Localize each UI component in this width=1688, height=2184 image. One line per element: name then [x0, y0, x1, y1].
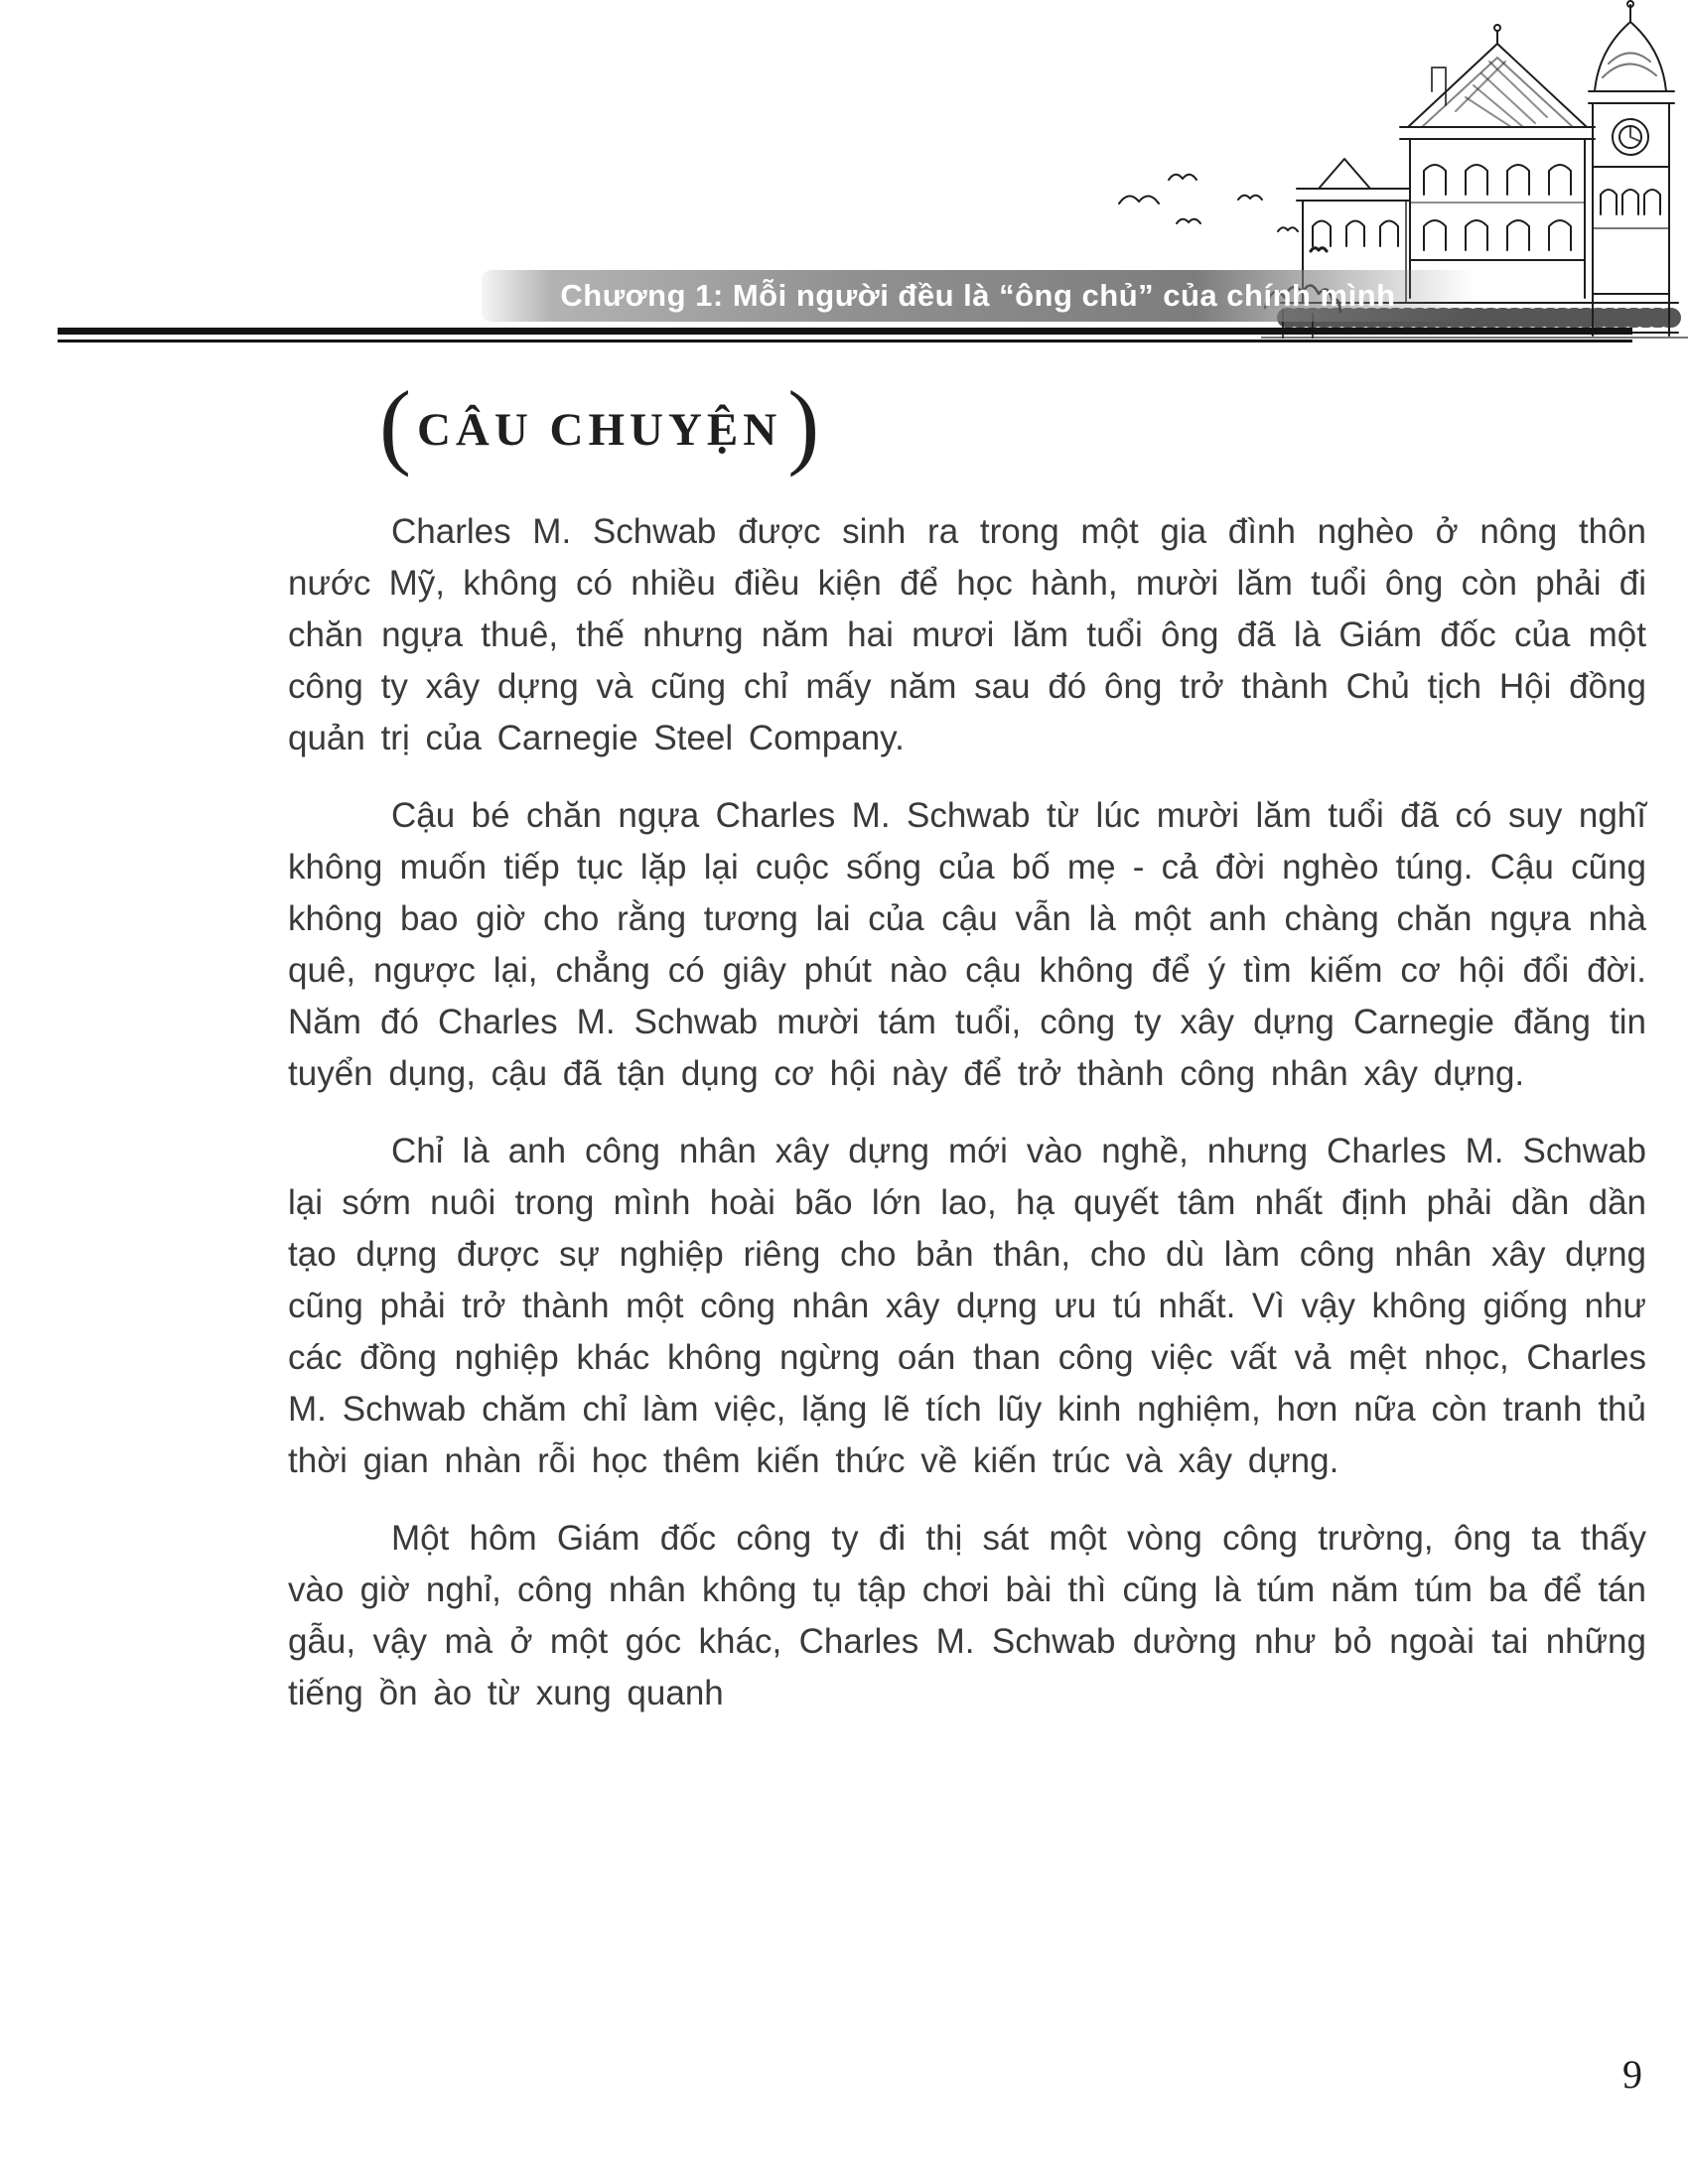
- divider-rule: [58, 328, 1632, 342]
- open-paren: (: [379, 371, 411, 478]
- body-paragraph: Một hôm Giám đốc công ty đi thị sát một vòng công trường, ông ta thấy vào giờ nghỉ, công nhân không tụ tập chơi bài thì cũng là túm năm túm ba để tán gẫu, vậy mà ở một góc khác, Charles M. Schwab dường như bỏ ngoài tai những tiếng ồn ào từ xung quanh: [288, 1518, 1646, 1712]
- flying-birds-icon: [1107, 164, 1336, 273]
- chapter-title: Chương 1: Mỗi người đều là “ông chủ” của chính mình: [560, 278, 1396, 313]
- close-paren: ): [787, 371, 820, 478]
- story-body: [288, 506, 1646, 1719]
- page-number: 9: [1622, 2052, 1642, 2097]
- body-paragraph: Cậu bé chăn ngựa Charles M. Schwab từ lúc mười lăm tuổi đã có suy nghĩ không muốn tiếp tục lặp lại cuộc sống của bố mẹ - cả đời nghèo túng. Cậu cũng không bao giờ cho rằng tương lai của cậu vẫn là một anh chàng chăn ngựa nhà quê, ngược lại, chẳng có giây phút nào cậu không để ý tìm kiếm cơ hội đổi đời. Năm đó Charles M. Schwab mười tám tuổi, công ty xây dựng Carnegie đăng tin tuyển dụng, cậu đã tận dụng cơ hội này để trở thành công nhân xây dựng.: [288, 795, 1646, 1093]
- page-content: [288, 371, 1646, 1745]
- body-paragraph: Chỉ là anh công nhân xây dựng mới vào nghề, nhưng Charles M. Schwab lại sớm nuôi trong mình hoài bão lớn lao, hạ quyết tâm nhất định phải dần dần tạo dựng được sự nghiệp riêng cho bản thân, cho dù làm công nhân xây dựng cũng phải trở thành một công nhân xây dựng ưu tú nhất. Vì vậy không giống như các đồng nghiệp khác không ngừng oán than công việc vất vả mệt nhọc, Charles M. Schwab chăm chỉ làm việc, lặng lẽ tích lũy kinh nghiệm, hơn nữa còn tranh thủ thời gian nhàn rỗi học thêm kiến thức về kiến trúc và xây dựng.: [288, 1131, 1646, 1480]
- story-heading-label: CÂU CHUYỆN: [416, 403, 782, 456]
- body-paragraph: Charles M. Schwab được sinh ra trong một gia đình nghèo ở nông thôn nước Mỹ, không có nhiều điều kiện để học hành, mười lăm tuổi ông còn phải đi chăn ngựa thuê, thế nhưng năm hai mươi lăm tuổi ông đã là Giám đốc của một công ty xây dựng và cũng chỉ mấy năm sau đó ông trở thành Chủ tịch Hội đồng quản trị của Carnegie Steel Company.: [288, 511, 1646, 757]
- story-heading: [379, 371, 1646, 478]
- chapter-band: [482, 270, 1475, 322]
